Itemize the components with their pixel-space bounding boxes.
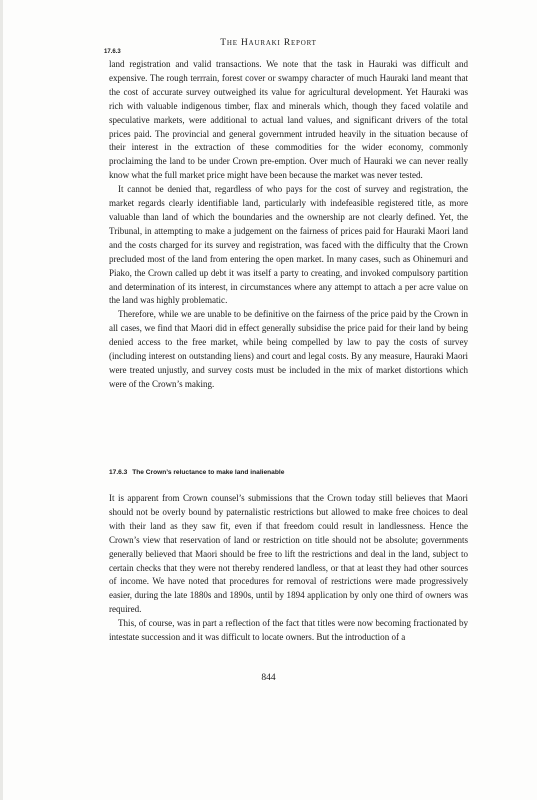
paragraph: land registration and valid transactions. We note that the task in Hauraki was difficult and expensive. The rough terrrain, forest cover or swampy character of much Hauraki land meant that the cost of accurate survey outweighed its value for agricultural development. Yet Hauraki was rich with valuable indigenous timber, flax and minerals which, though they faced volatile and speculative markets, were additional to actual land values, and significant drivers of the total prices paid. The provincial and general government intruded heavily in the situation because of their interest in the extraction of these commodities for the wider economy, commonly proclaiming the land to be under Crown pre-emption. Over much of Hauraki we can never really know what the full market price might have been because the market was never tested. — [109, 59, 468, 181]
body-text-top — [109, 58, 468, 392]
paragraph: It is apparent from Crown counsel’s submissions that the Crown today still believes that Maori should not be overly bound by paternalistic restrictions but allowed to make free choices to deal with their land as they saw fit, even if that freedom could result in landlessness. Hence the Crown’s view that reservation of land or restriction on title should not be absolute; governments generally believed that Maori should be free to lift the restrictions and deal in the land, subject to certain checks that they were not thereby rendered landless, or that at least they had other sources of income. We have noted that procedures for removal of restrictions were made progressively easier, during the late 1880s and 1890s, until by 1894 application by only one third of owners was required. — [109, 493, 468, 615]
subsection-number: 17.6.3 — [109, 469, 128, 476]
running-head: The Hauraki Report — [220, 38, 317, 48]
page-number: 844 — [261, 673, 276, 683]
paragraph: This, of course, was in part a reflection of the fact that titles were now becoming fractionated by intestate succession and it was difficult to locate owners. But the introduction of a — [109, 618, 468, 643]
subsection-heading — [109, 469, 284, 476]
paragraph: It cannot be denied that, regardless of who pays for the cost of survey and registration, the market regards clearly identifiable land, particularly with indefeasible registered title, as more valuable than land of which the boundaries and the ownership are not clearly defined. Yet, the Tribunal, in attempting to make a judgement on the fairness of prices paid for Hauraki Maori land and the costs charged for its survey and registration, was faced with the difficulty that the Crown precluded most of the land from entering the open market. In many cases, such as Ohinemuri and Piako, the Crown called up debt it was itself a party to creating, and invoked compulsory partition and determination of its interest, in circumstances where any attempt to attach a per acre value on the land was highly problematic. — [109, 184, 468, 306]
section-tag: 17.6.3 — [104, 49, 121, 55]
paragraph: Therefore, while we are unable to be definitive on the fairness of the price paid by the Crown in all cases, we find that Maori did in effect generally subsidise the price paid for their land by being denied access to the free market, while being compelled by law to pay the costs of survey (including interest on outstanding liens) and court and legal costs. By any measure, Hauraki Maori were treated unjustly, and survey costs must be included in the mix of market distortions which were of the Crown’s making. — [109, 309, 468, 389]
body-text-bottom — [109, 492, 468, 645]
subsection-title: The Crown’s reluctance to make land inalienable — [132, 469, 285, 476]
